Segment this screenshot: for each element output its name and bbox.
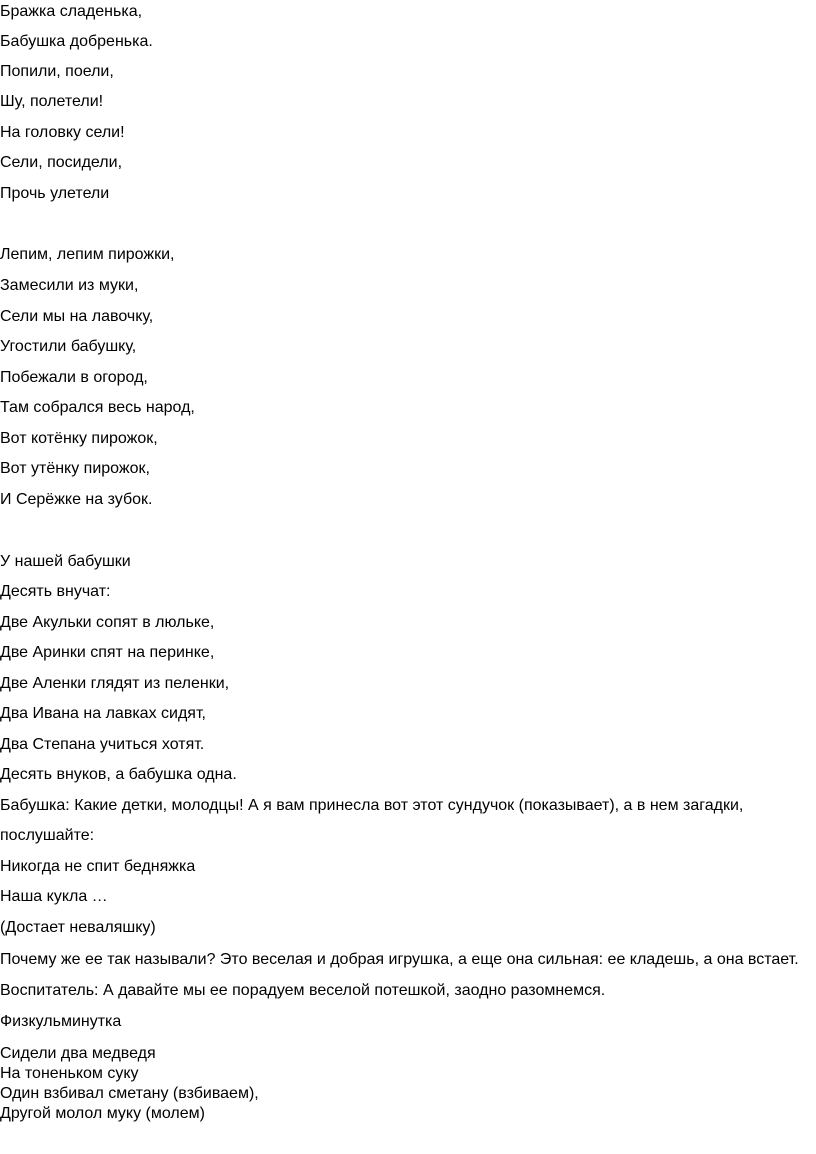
- text-line: Две Аленки глядят из пеленки,: [0, 675, 230, 692]
- text-line: На тоненьком суку: [0, 1065, 139, 1082]
- text-line: Там собрался весь народ,: [0, 399, 195, 416]
- text-line: (Достает неваляшку): [0, 919, 156, 936]
- text-line: Сели мы на лавочку,: [0, 308, 154, 325]
- text-line: послушайте:: [0, 827, 95, 844]
- text-line: Десять внуков, а бабушка одна.: [0, 766, 237, 783]
- text-line: Две Аринки спят на перинке,: [0, 644, 215, 661]
- text-line: Вот утёнку пирожок,: [0, 460, 150, 477]
- text-line: Наша кукла …: [0, 888, 108, 905]
- text-line: Замесили из муки,: [0, 277, 139, 294]
- text-line: Сидели два медведя: [0, 1045, 156, 1062]
- text-line: Побежали в огород,: [0, 369, 148, 386]
- text-line: Прочь улетели: [0, 185, 110, 202]
- text-line: Шу, полетели!: [0, 93, 104, 110]
- text-line: Физкульминутка: [0, 1013, 122, 1030]
- text-line: Два Ивана на лавках сидят,: [0, 705, 206, 722]
- text-line: Попили, поели,: [0, 63, 114, 80]
- text-line: Почему же ее так называли? Это веселая и добрая игрушка, а еще она сильная: ее кладешь, а она встает.: [0, 951, 799, 968]
- text-line: На головку сели!: [0, 124, 125, 141]
- text-line: Никогда не спит бедняжка: [0, 858, 196, 875]
- text-line: Другой молол муку (молем): [0, 1105, 205, 1122]
- text-line: Воспитатель: А давайте мы ее порадуем веселой потешкой, заодно разомнемся.: [0, 982, 606, 999]
- text-line: Две Акульки сопят в люльке,: [0, 614, 215, 631]
- text-line: Два Степана учиться хотят.: [0, 736, 205, 753]
- text-line: И Серёжке на зубок.: [0, 491, 153, 508]
- text-line: Сели, посидели,: [0, 154, 123, 171]
- text-line: Бабушка добренька.: [0, 33, 153, 50]
- text-line: Десять внучат:: [0, 583, 111, 600]
- text-line: Один взбивал сметану (взбиваем),: [0, 1085, 259, 1102]
- text-line: Бабушка: Какие детки, молодцы! А я вам принесла вот этот сундучок (показывает), а в нем загадки,: [0, 797, 744, 814]
- text-line: Угостили бабушку,: [0, 338, 137, 355]
- text-line: Вот котёнку пирожок,: [0, 430, 158, 447]
- text-line: У нашей бабушки: [0, 553, 131, 570]
- text-line: Бражка сладенька,: [0, 3, 143, 20]
- text-line: Лепим, лепим пирожки,: [0, 246, 175, 263]
